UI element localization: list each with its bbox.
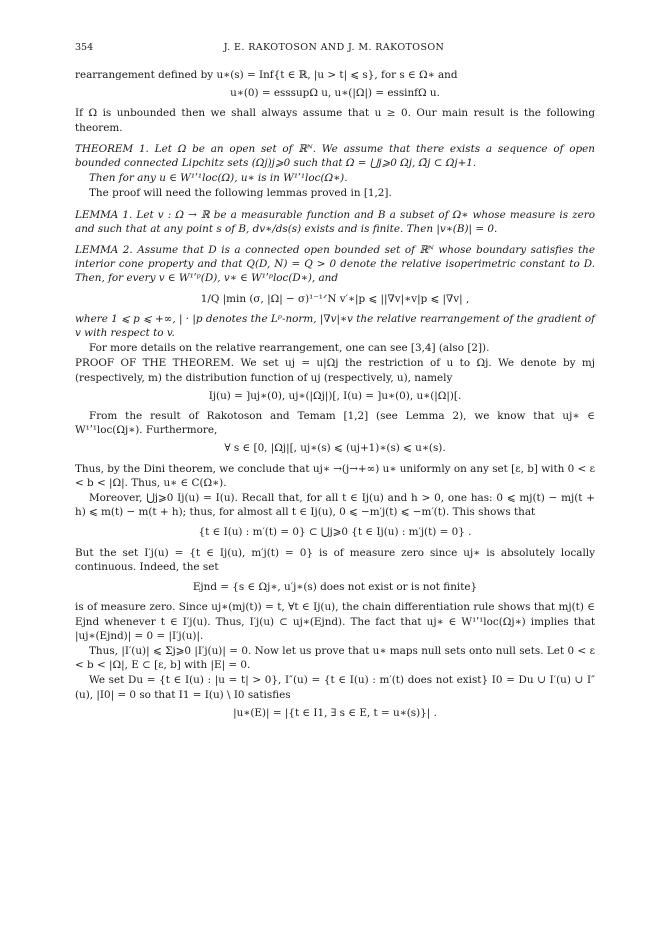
lemma-1: LEMMA 1. Let v : Ω → ℝ be a measurable function and B a subset of Ω∗ whose measure is zero and such that at any point s of B, dv∗/ds(s) exists and is finite. Then |v∗(B)| = 0.	[75, 208, 595, 235]
running-head: J. E. RAKOTOSON AND J. M. RAKOTOSON	[223, 42, 445, 53]
theorem-1-conclusion: Then for any u ∈ W¹ʹ¹loc(Ω), u∗ is in W¹ʹ¹loc(Ω∗).	[89, 172, 348, 185]
theorem-1: THEOREM 1. Let Ω be an open set of ℝᴺ. We assume that there exists a sequence of open bounded connected Lipchitz sets (Ωj)j⩾0 such that Ω = ⋃j⩾0 Ωj, Ω̄j ⊂ Ωj+1.	[75, 142, 595, 170]
page-number: 354	[75, 42, 94, 53]
equation: u∗(0) = esssupΩ u, u∗(|Ω|) = essinfΩ u.	[230, 87, 440, 100]
lemma-2-notes: where 1 ⩽ p ⩽ +∞, | · |p denotes the Lᵖ-norm, |∇v|∗v the relative rearrangement of the gradient of v with respect to v.	[75, 312, 596, 340]
paragraph: If Ω is unbounded then we shall always assume that u ≥ 0. Our main result is the following theorem.	[75, 107, 595, 134]
paragraph: Moreover, ⋃j⩾0 Ij(u) = I(u). Recall that, for all t ∈ Ij(u) and h > 0, one has: 0 ⩽ mj(t) − mj(t + h) ⩽ m(t) − m(t + h); thus, for almost all t ∈ Ij(u), 0 ⩽ −m′j(t) ⩽ −m′(t). This shows that	[75, 492, 595, 519]
paragraph: We set Du = {t ∈ I(u) : |u = t| > 0}, I″(u) = {t ∈ I(u) : m′(t) does not exist} I0 = Du ∪ I′(u) ∪ I″(u), |I0| = 0 so that I1 = I(u) \ I0 satisfies	[75, 674, 595, 701]
paragraph: But the set I′j(u) = {t ∈ Ij(u), m′j(t) = 0} is of measure zero since uj∗ is absolutely locally continuous. Indeed, the set	[75, 546, 595, 573]
equation: {t ∈ I(u) : m′(t) = 0} ⊂ ⋃j⩾0 {t ∈ Ij(u) : m′j(t) = 0} .	[198, 526, 472, 539]
paragraph: The proof will need the following lemmas proved in [1,2].	[89, 187, 392, 200]
equation: Ij(u) = ]uj∗(0), uj∗(|Ωj|)[, I(u) = ]u∗(0), u∗(|Ω|)[.	[208, 389, 462, 402]
proof-start: PROOF OF THE THEOREM. We set uj = u|Ωj the restriction of u to Ωj. We denote by mj (respectively, m) the distribution function of uj (respectively, u), namely	[75, 357, 595, 384]
equation: |u∗(E)| = |{t ∈ I1, ∃ s ∈ E, t = u∗(s)}| .	[233, 706, 437, 719]
paragraph: From the result of Rakotoson and Temam [1,2] (see Lemma 2), we know that uj∗ ∈ W¹ʹ¹loc(Ωj∗). Furthermore,	[75, 410, 595, 437]
paragraph: For more details on the relative rearrangement, one can see [3,4] (also [2]).	[89, 342, 490, 355]
equation: ∀ s ∈ [0, |Ωj|[, uj∗(s) ⩽ (uj+1)∗(s) ⩽ u∗(s).	[224, 442, 446, 455]
equation: 1/Q |min (σ, |Ω| − σ)¹⁻¹ᐟN v′∗|p ⩽ ||∇v|∗v|p ⩽ |∇v| ,	[200, 292, 470, 305]
paragraph: Thus, by the Dini theorem, we conclude that uj∗ →(j→+∞) u∗ uniformly on any set [ε, b] with 0 < ε < b < |Ω|. Thus, u∗ ∈ C(Ω∗).	[75, 462, 595, 489]
paragraph: Thus, |I′(u)| ⩽ Σj⩾0 |I′j(u)| = 0. Now let us prove that u∗ maps null sets onto null sets. Let 0 < ε < b < |Ω|, E ⊂ [ε, b] with |E| = 0.	[75, 644, 595, 672]
running-header	[75, 42, 593, 58]
paragraph: is of measure zero. Since uj∗(mj(t)) = t, ∀t ∈ Ij(u), the chain differentiation rule shows that mj(t) ∈ Ejnd whenever t ∈ I′j(u). Thus, I′j(u) ⊂ uj∗(Ejnd). The fact that uj∗ ∈ W¹ʹ¹loc(Ωj∗) implies that |uj∗(Ejnd)| = 0 = |I′j(u)|.	[75, 601, 595, 642]
equation: Ejnd = {s ∈ Ωj∗, u′j∗(s) does not exist or is not finite}	[192, 581, 478, 594]
lemma-2: LEMMA 2. Assume that D is a connected open bounded set of ℝᴺ whose boundary satisfies the interior cone property and that Q(D, N) = Q > 0 denote the relative isoperimetric constant to D. Then, for every v ∈ W¹ʹᵖ(D), v∗ ∈ W¹ʹᵖloc(D∗), and	[75, 244, 595, 285]
page-body	[75, 68, 595, 726]
paragraph: rearrangement defined by u∗(s) = Inf{t ∈ ℝ, |u > t| ⩽ s}, for s ∈ Ω∗ and	[75, 69, 458, 81]
